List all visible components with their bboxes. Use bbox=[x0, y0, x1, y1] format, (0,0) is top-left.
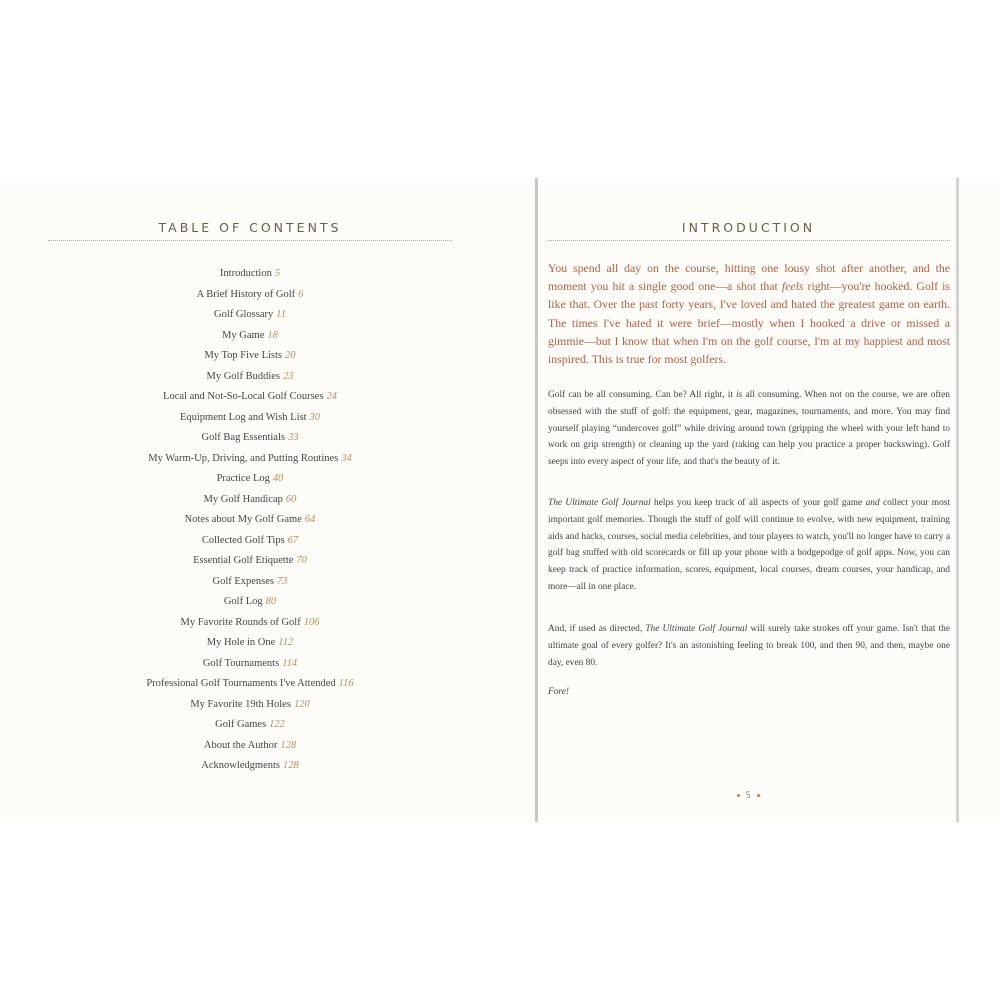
toc-entry-title: My Favorite Rounds of Golf bbox=[180, 616, 301, 628]
page-gutter bbox=[535, 178, 538, 822]
p1-text-b: all consuming. When not on the course, we are often obsessed with the stuff of golf: the equipment, gear, magazines, tournaments, and more. You may find yourself playing “undercover golf” while driving around town (gripping the wheel with your left hand to work on grip strength) or cleaning up the yard (raking can help you practice a proper backswing). Golf seeps into every aspect of your life, and that's the beauty of it. bbox=[548, 390, 950, 468]
p1-emphasis: is bbox=[736, 390, 743, 400]
toc-entry bbox=[48, 715, 452, 736]
intro-lead-paragraph bbox=[548, 259, 950, 368]
toc-entry-title: Golf Bag Essentials bbox=[201, 432, 285, 443]
toc-entry bbox=[48, 551, 452, 572]
toc-entry-title: My Golf Buddies bbox=[206, 370, 280, 382]
toc-entry-page: 70 bbox=[296, 555, 307, 566]
intro-paragraph-1 bbox=[548, 387, 950, 471]
toc-entry-page: 120 bbox=[293, 698, 310, 710]
toc-entry bbox=[48, 490, 452, 511]
toc-entry-page: 11 bbox=[276, 309, 286, 320]
toc-entry-page: 40 bbox=[272, 473, 284, 484]
toc-entry-title: My Game bbox=[222, 329, 265, 341]
toc-entry-page: 128 bbox=[280, 739, 297, 751]
toc-entry-title: Notes about My Golf Game bbox=[184, 514, 302, 525]
toc-entry bbox=[48, 531, 452, 552]
toc-entry-title: Golf Log bbox=[223, 596, 263, 607]
toc-entry-page: 80 bbox=[265, 596, 277, 607]
toc-entry-title: Collected Golf Tips bbox=[201, 534, 285, 546]
folio-dot-left bbox=[737, 794, 740, 797]
toc-entry bbox=[48, 367, 452, 388]
p3-text-a: And, if used as directed, bbox=[548, 624, 646, 634]
toc-entry bbox=[48, 346, 452, 367]
introduction-heading: INTRODUCTION bbox=[681, 220, 816, 235]
toc-entry-title: Practice Log bbox=[216, 473, 270, 484]
toc-entry-page: 128 bbox=[283, 760, 299, 771]
introduction-page bbox=[547, 178, 950, 822]
intro-paragraph-3 bbox=[548, 621, 950, 671]
toc-entry-title: My Hole in One bbox=[206, 637, 276, 648]
p2-book-title: The Ultimate Golf Journal bbox=[548, 498, 651, 508]
page-number bbox=[547, 790, 950, 800]
introduction-dotted-rule bbox=[547, 240, 950, 241]
toc-entry bbox=[48, 408, 452, 429]
p3-book-title: The Ultimate Golf Journal bbox=[645, 624, 748, 634]
toc-entry bbox=[48, 387, 452, 408]
toc-entry bbox=[48, 428, 452, 449]
toc-heading: TABLE OF CONTENTS bbox=[158, 220, 342, 235]
toc-entry-page: 67 bbox=[287, 534, 299, 546]
toc-entry-page: 6 bbox=[298, 288, 304, 300]
toc-entry-title: Acknowledgments bbox=[201, 760, 280, 771]
toc-entry-title: Introduction bbox=[219, 268, 272, 279]
toc-entry-title: Local and Not-So-Local Golf Courses bbox=[163, 391, 324, 402]
toc-entry bbox=[48, 633, 452, 654]
toc-entry-page: 60 bbox=[285, 493, 297, 505]
toc-entry-page: 114 bbox=[282, 657, 298, 669]
toc-entry-title: Golf Glossary bbox=[214, 309, 274, 320]
p2-text-a: helps you keep track of all aspects of your golf game bbox=[650, 498, 866, 508]
toc-entry-page: 106 bbox=[303, 616, 320, 628]
page-edge bbox=[956, 178, 959, 822]
toc-dotted-rule bbox=[48, 240, 452, 241]
toc-entry bbox=[48, 305, 452, 326]
toc-entry-title: Golf Tournaments bbox=[202, 657, 280, 669]
lead-emphasis: feels bbox=[781, 279, 804, 294]
toc-entry bbox=[48, 449, 452, 470]
toc-entry-page: 30 bbox=[309, 411, 321, 423]
toc-entry bbox=[48, 756, 452, 777]
toc-entry bbox=[48, 736, 452, 757]
toc-entry bbox=[48, 674, 452, 695]
lead-text-b: right—you're hooked. Golf is like that. Over the past forty years, I've loved and hated the greatest game on earth. The times I've hated it were brief—mostly when I hooked a drive or missed a gimmie—but I know that when I'm on the golf course, I'm at my happiest and most inspired. This is true for most golfers. bbox=[548, 279, 950, 367]
toc-entry-title: My Warm-Up, Driving, and Putting Routines bbox=[148, 452, 339, 464]
toc-entry bbox=[48, 264, 452, 285]
p2-emphasis: and bbox=[865, 498, 880, 508]
intro-paragraph-2 bbox=[548, 495, 950, 596]
toc-entry bbox=[48, 326, 452, 347]
toc-entry-page: 24 bbox=[326, 391, 337, 402]
toc-entry-page: 122 bbox=[269, 719, 285, 730]
toc-entry-page: 23 bbox=[283, 370, 294, 382]
toc-entry bbox=[48, 510, 452, 531]
toc-entry bbox=[48, 592, 452, 613]
toc-page bbox=[48, 178, 452, 822]
toc-entry-title: Equipment Log and Wish List bbox=[179, 411, 307, 423]
lead-text-a: You spend all day on the course, hitting one lousy shot after another, and the moment you hit a single good one—a shot that bbox=[548, 261, 950, 294]
toc-entry-page: 112 bbox=[278, 637, 294, 648]
intro-signoff: Fore! bbox=[548, 687, 569, 697]
toc-list bbox=[48, 264, 452, 777]
p2-text-b: collect your most important golf memories. Though the stuff of golf will continue to evolve, with new equipment, training aids and hacks, courses, social media celebrities, and tour players to watch, you'll no longer have to carry a golf bag stuffed with old scorecards or fill up your phone with a hodgepodge of golf apps. Now, you can keep track of practice information, scores, equipment, local courses, dream courses, your handicap, and more—all in one place. bbox=[548, 498, 951, 592]
toc-entry-page: 5 bbox=[274, 268, 281, 279]
folio-dot-right bbox=[757, 794, 760, 797]
toc-entry-title: My Top Five Lists bbox=[204, 350, 283, 361]
toc-entry-page: 73 bbox=[277, 575, 288, 587]
p3-text-b: will surely take strokes off your game. Isn't that the ultimate goal of every golfer? It's an astonishing feeling to break 100, and then 90, and then, maybe one day, even 80. bbox=[548, 624, 951, 668]
toc-entry-title: My Favorite 19th Holes bbox=[190, 698, 291, 710]
p1-text-a: Golf can be all consuming. Can be? All right, it bbox=[548, 390, 737, 400]
toc-entry-page: 34 bbox=[341, 452, 352, 464]
toc-entry bbox=[48, 695, 452, 716]
toc-entry-title: About the Author bbox=[203, 739, 278, 751]
toc-entry-title: Essential Golf Etiquette bbox=[193, 555, 294, 566]
page-number-value: 5 bbox=[745, 790, 752, 800]
toc-entry bbox=[48, 613, 452, 634]
toc-entry-title: My Golf Handicap bbox=[203, 493, 283, 505]
toc-entry-page: 20 bbox=[285, 350, 296, 361]
toc-entry bbox=[48, 469, 452, 490]
toc-entry-page: 18 bbox=[267, 329, 278, 341]
toc-entry bbox=[48, 572, 452, 593]
toc-entry-page: 64 bbox=[304, 514, 316, 525]
toc-entry-page: 33 bbox=[287, 432, 299, 443]
toc-entry bbox=[48, 654, 452, 675]
toc-entry-title: Golf Expenses bbox=[212, 575, 275, 587]
toc-entry-page: 116 bbox=[338, 678, 354, 689]
toc-entry-title: Professional Golf Tournaments I've Attended bbox=[146, 678, 336, 689]
toc-entry bbox=[48, 285, 452, 306]
toc-entry-title: A Brief History of Golf bbox=[196, 288, 296, 300]
toc-entry-title: Golf Games bbox=[215, 719, 267, 730]
